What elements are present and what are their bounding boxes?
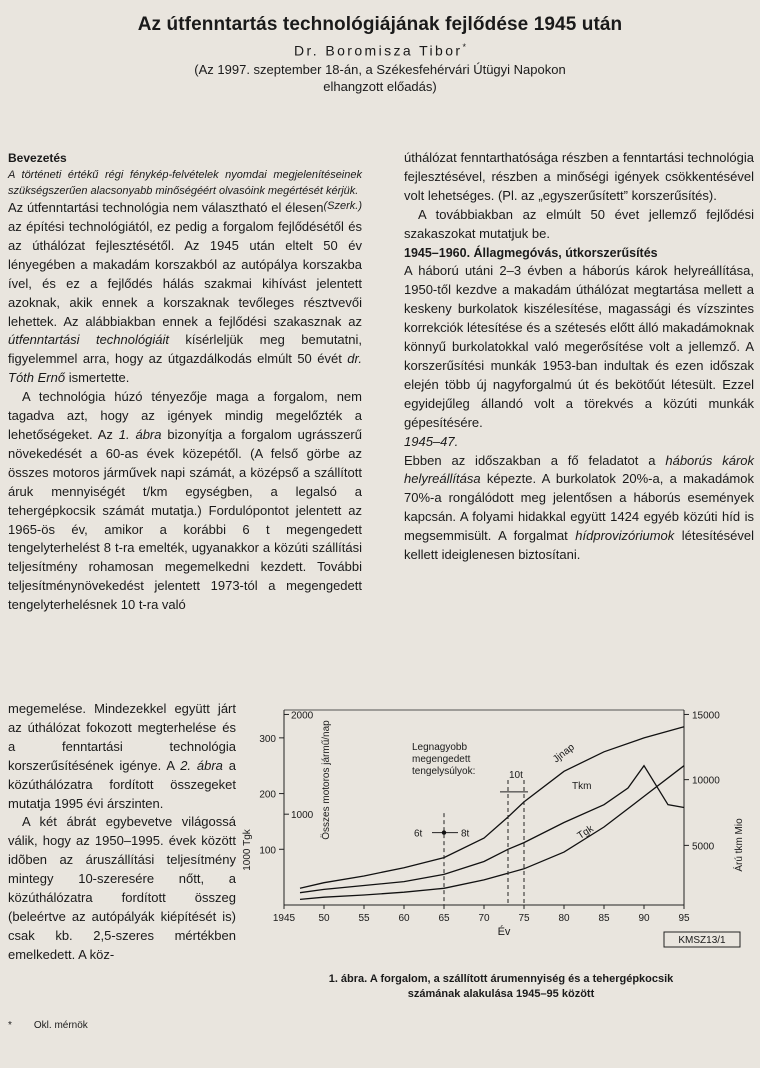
x-axis-label: Év <box>497 926 511 938</box>
annotation-8t: 8t <box>461 828 470 840</box>
annotation-line-1: Legnagyobb <box>412 742 468 753</box>
y-right-tick-label: 15000 <box>692 710 720 722</box>
editor-signature: (Szerk.) <box>323 200 362 213</box>
y-inner-axis-label: Összes motoros jármű/nap <box>321 720 332 840</box>
caption-line-2: számának alakulása 1945–95 között <box>407 988 595 1000</box>
x-tick-label: 80 <box>558 913 570 924</box>
subtitle-line-1: (Az 1997. szeptember 18-án, a Székesfehérvári Útügyi Napokon <box>194 61 566 77</box>
emphasis: útfenntartási technológiáit <box>8 332 169 348</box>
text-run: Ebben az időszakban a fő feladatot a <box>404 452 666 468</box>
editor-note-text: A történeti értékű régi fénykép-felvételek nyomdai megjelenítéseinek szükségszerűen alacsonyabb minőségéért olvasóink megértését kérjük. <box>8 168 362 197</box>
y-right-tick-label: 10000 <box>692 775 720 787</box>
text-run: Az útfenntartási technológia nem választható el élesen az építési technológiától, ez pedig a forgalom fejlődésétől és az úthálózat fejlesztésétől. Az 1945 után eltelt 50 év lényegében a makadám korszakból az autópálya korszakba ível, és ez a fejlődés hálás szakmai kihívást jelentett azoknak, akik ennek a korszaknak tevőleges résztvevői lehettek. Az alábbiakban ennek a fejlődési szakasznak az <box>8 200 362 329</box>
x-tick-label: 70 <box>478 913 490 924</box>
x-tick-label: 85 <box>598 913 610 924</box>
paragraph-r1: úthálózat fenntarthatósága részben a fenntartási technológia fejlesztésével, részben a minőségi igények csökkentésével volt lehetséges. (Pl. az „egyszerűsített” korszerűsítés). <box>404 150 754 203</box>
marker-1965 <box>442 830 446 834</box>
narrow-column <box>8 700 236 965</box>
chart-svg <box>236 700 756 970</box>
section-heading-intro: Bevezetés <box>8 151 67 165</box>
text-run: bizonyítja a forgalom ugrásszerű növekedését a 60-as évek közepétől. (A felső görbe az összes motoros járművek napi számát, a középső a szállított áruk mennyiségét t/km egységben, a legalsó a tehergépkocsik számát mutatja.) Fordulópontot jelentett az 1965-ös év, amikor a korábbi 6 t megengedett tengelyterhelést 8 t-ra emelték, ugyanakkor a közúti szállítási teljesítmény rohamosan megemelkedni kezdett. További teljesítménynövekedést jelentett 1973-tól a megengedett tengelyterhelésnek 10 t-ra való <box>8 426 362 613</box>
left-column <box>8 149 362 615</box>
subtitle <box>0 61 760 95</box>
y-outer-tick-label: 300 <box>259 733 276 745</box>
footnote-text: Okl. mérnök <box>33 1020 88 1031</box>
y-outer-axis-label: 1000 Tgk <box>242 829 253 871</box>
author <box>0 42 760 59</box>
subtitle-line-2: elhangzott előadás) <box>323 78 437 94</box>
paragraph-r2: A továbbiakban az elmúlt 50 évet jellemző fejlődési szakaszokat mutatjuk be. <box>404 206 754 241</box>
figure-1-chart <box>236 700 756 970</box>
annotation-line-3: tengelysúlyok: <box>412 766 476 777</box>
emphasis: háborús károk helyreállítása <box>404 452 754 487</box>
series-line-2 <box>300 766 684 900</box>
x-tick-label: 65 <box>438 913 450 924</box>
text-run: kísérleljük meg bemutatni, figyelemmel arra, hogy az útgazdálkodás elmúlt 50 évét <box>8 332 363 367</box>
text-run: létesítésével kellett ideiglenesen biztosítani. <box>404 528 755 563</box>
series-label-jjnap: Jjnap <box>551 741 577 766</box>
emphasis: dr. Tóth Ernő <box>8 351 362 386</box>
y-outer-tick-label: 200 <box>259 789 276 801</box>
y-inner-tick-label: 1000 <box>291 810 314 822</box>
text-run: megemelése. Mindezekkel együtt járt az úthálózat fokozott megterhelése és a fenntartási technológia korszerűsítésének igénye. A <box>8 701 236 773</box>
paragraph-1 <box>8 199 362 388</box>
series-label-tkm: Tkm <box>572 781 592 793</box>
period-heading: 1945–47. <box>404 433 459 449</box>
emphasis: 1. ábra <box>118 426 162 442</box>
y-right-axis-label: Árú tkm Mio <box>734 818 745 872</box>
article-header <box>0 14 760 95</box>
annotation-10t: 10t <box>509 770 523 781</box>
text-run: a közúthálózatra fordított összegeket mutatja 1995 évi árszinten. <box>8 757 237 811</box>
emphasis: hídprovizóriumok <box>575 528 675 544</box>
series-line-1 <box>300 766 684 893</box>
x-tick-label: 75 <box>518 913 530 924</box>
footnote-mark: * <box>8 1020 12 1031</box>
paragraph-r4 <box>404 452 754 565</box>
y-outer-tick-label: 100 <box>259 845 276 857</box>
author-footnote-mark: * <box>462 42 467 52</box>
paragraph-3 <box>8 700 236 813</box>
figure-badge: KMSZ13/1 <box>678 935 726 946</box>
author-name: Dr. Boromisza Tibor <box>293 42 463 59</box>
x-tick-label: 1945 <box>272 913 296 924</box>
text-run: képezte. A burkolatok 20%-a, a makadámok 70%-a rongálódott meg jelentősen a háborús események kapcsán. A folyami hidakkal együtt 1424 egyéb közúti híd is megsemmisült. A forgalmat <box>404 471 754 544</box>
paragraph-2 <box>8 388 362 615</box>
section-heading-1945-1960: 1945–1960. Állagmegóvás, útkorszerűsítés <box>404 245 658 260</box>
text-run: A technológia húzó tényezője maga a forgalom, nem tagadva azt, hogy az igények mindig megelőzték a lehetőségeket. Az <box>8 389 362 442</box>
paragraph-r3: A háború utáni 2–3 évben a háborús károk helyreállítása, 1950-től kezdve a makadám úthálózat megtartása mellett a keskeny burkolatok kiszélesítése, magassági és vízszintes korrekciók létesítése és a szétesés előtt álló makadámoknak könnyű burkolatokkal való megerősítése volt a jellemző. A korszerűsítési munkák 1953-ban indultak és ezen időszak elején több új nagyforgalmú út és bekötőút létesült. Ezzel egyidejűleg állandó volt a törekvés a közúti munkák gépesítésére. <box>404 263 754 430</box>
footnote <box>8 1020 88 1031</box>
series-line-0 <box>300 727 684 889</box>
right-column <box>404 149 754 565</box>
x-tick-label: 90 <box>638 913 650 924</box>
article-title: Az útfenntartás technológiájának fejlődése 1945 után <box>137 14 623 35</box>
paragraph-4: A két ábrát egybevetve világossá válik, hogy az 1950–1995. évek között idõben az áruszállítási teljesítmény mintegy 10-szeresére nőtt, a közúthálózatra fordított összeg (beleértve az autópályák kiépítését is) csak kb. 2,5-szeres mértékben emelkedett. A köz- <box>8 814 236 962</box>
annotation-line-2: megengedett <box>412 754 471 765</box>
y-inner-tick-label: 2000 <box>291 710 314 722</box>
caption-line-1: 1. ábra. A forgalom, a szállított árumennyiség és a tehergépkocsik <box>328 973 674 985</box>
series-label-tgk: Tgk <box>575 823 596 842</box>
figure-caption <box>246 972 756 1002</box>
x-tick-label: 50 <box>318 913 330 924</box>
x-tick-label: 95 <box>678 913 690 924</box>
text-run: ismertette. <box>65 370 130 386</box>
emphasis: 2. ábra <box>180 757 223 773</box>
x-tick-label: 60 <box>398 913 410 924</box>
y-right-tick-label: 5000 <box>692 841 715 853</box>
editor-note <box>8 168 362 213</box>
annotation-6t: 6t <box>414 828 423 840</box>
x-tick-label: 55 <box>358 913 370 924</box>
